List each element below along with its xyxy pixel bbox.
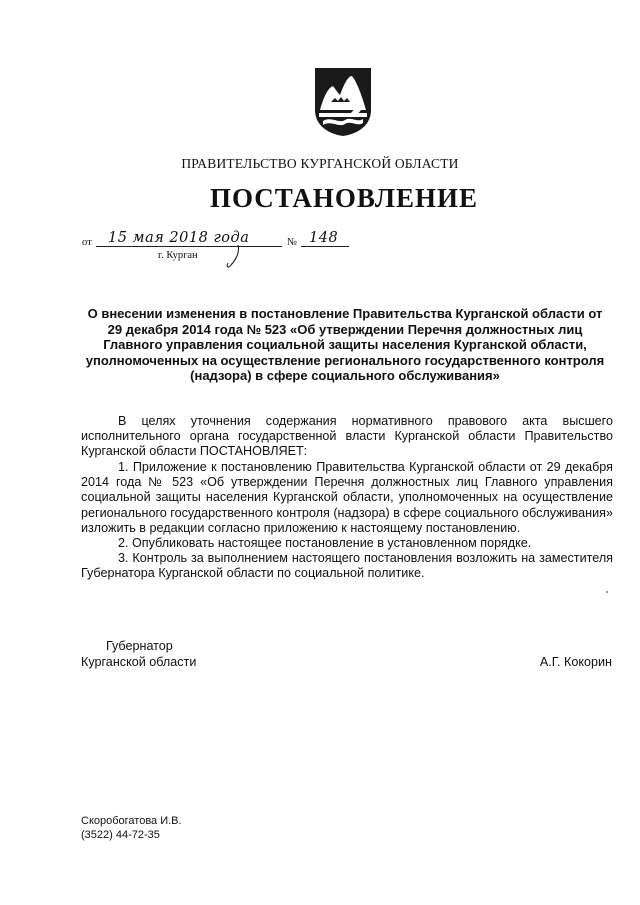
date-from-label: от [82, 237, 92, 248]
item-3-paragraph: 3. Контроль за выполнением настоящего постановления возложить на заместителя Губернатора Курганской области по социальной политике. [81, 551, 613, 581]
kurgan-coat-of-arms-icon [311, 66, 375, 138]
handwritten-date: 15 мая 2018 года [108, 230, 250, 246]
city-label: г. Курган [158, 250, 198, 261]
item-2-paragraph: 2. Опубликовать настоящее постановление в установленном порядке. [118, 536, 532, 551]
date-underline [96, 246, 282, 247]
decree-subject: О внесении изменения в постановление Правительства Курганской области от 29 декабря 2014 года № 523 «Об утверждении Перечня должностных лиц Главного управления социальной защиты населения Курганской области, уполномоченных на осуществление регионального государственного контроля (надзора) в сфере социального обслуживания» [85, 306, 605, 383]
executor-name: Скоробогатова И.В. [81, 815, 182, 827]
executor-phone: (3522) 44-72-35 [81, 829, 160, 841]
signatory-title-line1: Губернатор [106, 639, 173, 653]
handwriting-stroke-icon [222, 244, 244, 270]
scan-speck [606, 591, 608, 593]
document-type-title: ПОСТАНОВЛЕНИЕ [209, 183, 479, 213]
government-name: ПРАВИТЕЛЬСТВО КУРГАНСКОЙ ОБЛАСТИ [181, 156, 459, 171]
date-number-line [82, 232, 382, 272]
preamble-paragraph: В целях уточнения содержания нормативного правового акта высшего исполнительного органа государственной власти Курганской области Правительство Курганской области ПОСТАНОВЛЯЕТ: [81, 414, 613, 459]
item-1-paragraph: 1. Приложение к постановлению Правительства Курганской области от 29 декабря 2014 года № 523 «Об утверждении Перечня должностных лиц Главного управления социальной защиты населения Курганской области, уполномоченных на осуществление регионального государственного контроля (надзора) в сфере социального обслуживания» изложить в редакции согласно приложению к настоящему постановлению. [81, 460, 613, 535]
handwritten-number: 148 [309, 230, 339, 246]
decree-preamble-block [81, 414, 613, 460]
number-underline [301, 246, 349, 247]
decree-items-block [81, 460, 613, 582]
number-label: № [287, 237, 298, 248]
executor-contact [81, 814, 182, 842]
signatory-name: А.Г. Кокорин [539, 655, 612, 669]
signatory-title-line2: Курганской области [81, 655, 197, 669]
